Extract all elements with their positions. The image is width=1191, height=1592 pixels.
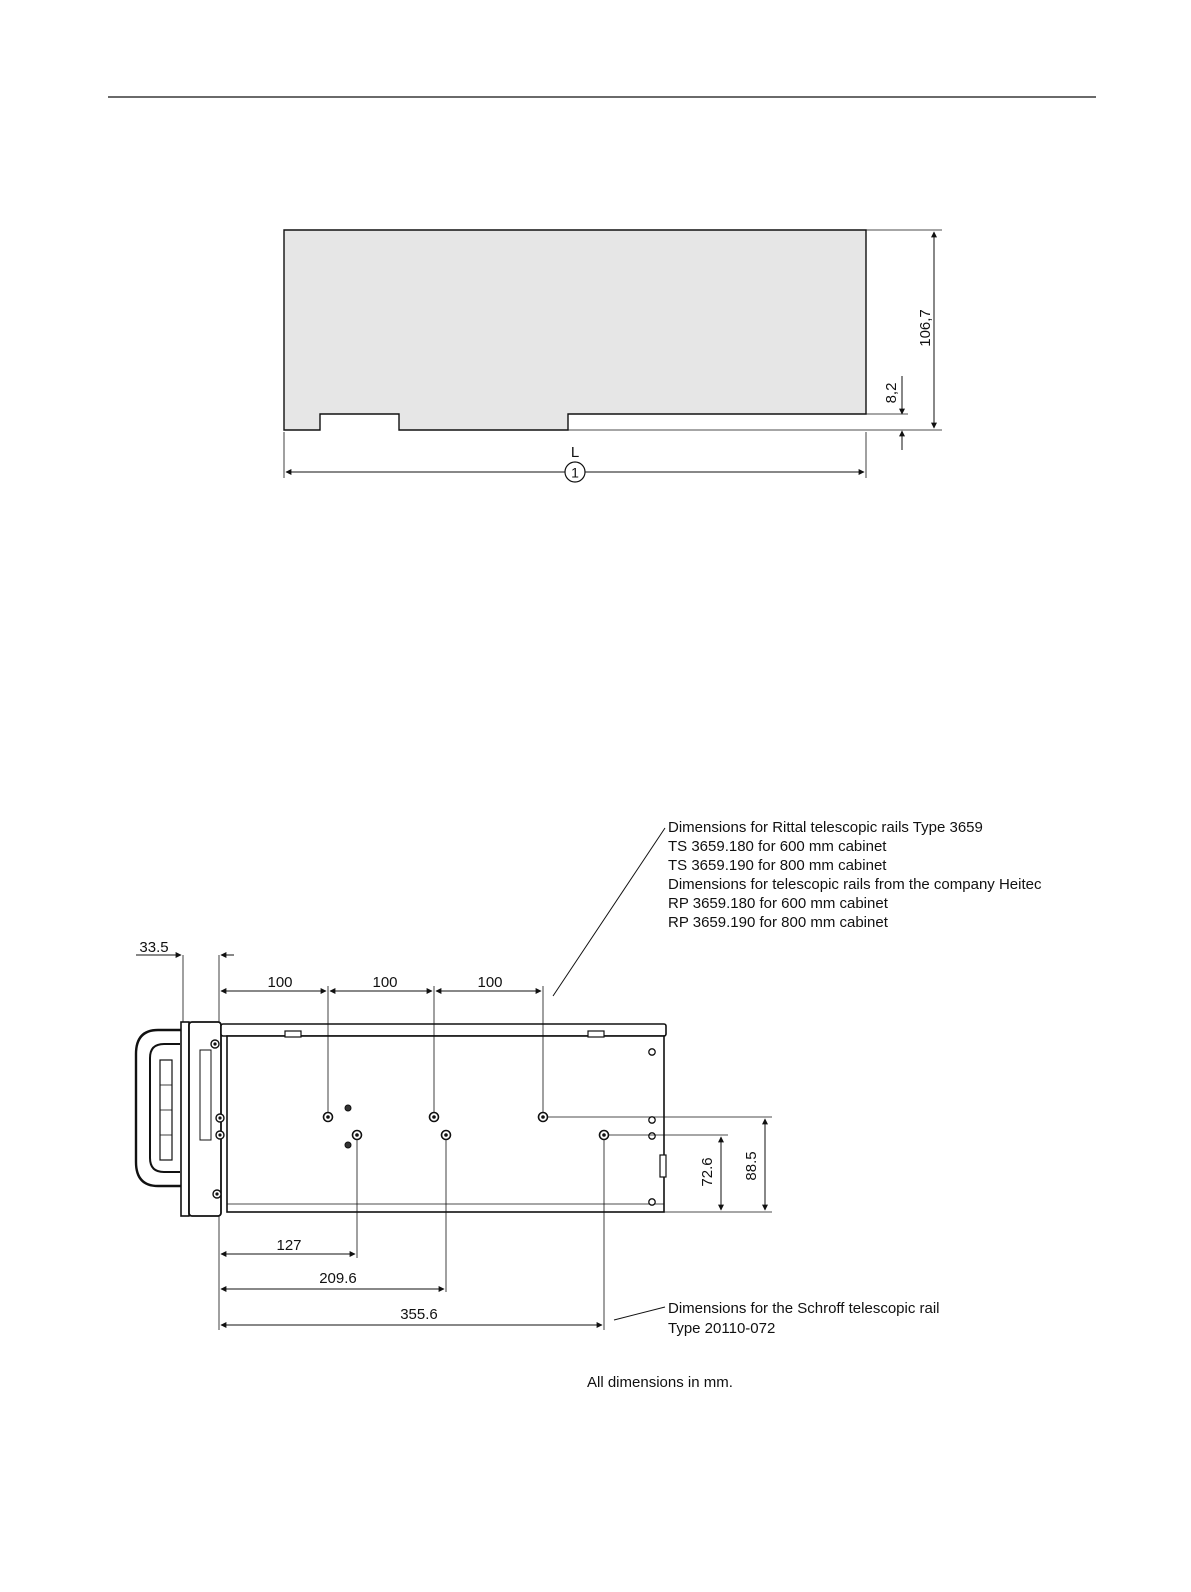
- hole-rittal-2: [430, 1113, 439, 1122]
- rittal-note-line: Dimensions for telescopic rails from the company Heitec: [668, 876, 1042, 893]
- offset-front-label: 33.5: [139, 939, 169, 956]
- bottom-dim-label-2: 209.6: [319, 1270, 357, 1287]
- schroff-note-line: Type 20110-072: [668, 1320, 776, 1337]
- callout-number: 1: [571, 464, 579, 481]
- height-lower-label: 88.5: [743, 1151, 760, 1181]
- bottom-dim-label-1: 127: [276, 1237, 302, 1254]
- hole-rittal-1: [324, 1113, 333, 1122]
- rittal-note-line: RP 3659.180 for 600 mm cabinet: [668, 895, 888, 912]
- spacing-label-1: 100: [267, 974, 293, 991]
- rittal-note-line: TS 3659.190 for 800 mm cabinet: [668, 857, 887, 874]
- rittal-note-line: Dimensions for Rittal telescopic rails Type 3659: [668, 819, 983, 836]
- schroff-note-line: Dimensions for the Schroff telescopic rail: [668, 1300, 940, 1317]
- height-upper-label: 72.6: [699, 1157, 716, 1187]
- rittal-note-line: TS 3659.180 for 600 mm cabinet: [668, 838, 887, 855]
- hole-schroff-2: [442, 1131, 451, 1140]
- spacing-label-3: 100: [477, 974, 503, 991]
- footnote: All dimensions in mm.: [587, 1374, 733, 1391]
- hole-schroff-3: [600, 1131, 609, 1140]
- height-label: 106,7: [917, 309, 934, 347]
- hole-rittal-3: [539, 1113, 548, 1122]
- top-drawing: [284, 230, 942, 482]
- spacing-label-2: 100: [372, 974, 398, 991]
- schroff-note: [668, 1300, 940, 1337]
- clearance-label: 8,2: [883, 382, 900, 404]
- hole-schroff-1: [353, 1131, 362, 1140]
- handle: [136, 1030, 182, 1186]
- length-label: L: [570, 444, 580, 461]
- bottom-dim-label-3: 355.6: [400, 1306, 438, 1323]
- rittal-note: [668, 819, 1042, 931]
- front-panel: [181, 1022, 224, 1216]
- rittal-note-line: RP 3659.190 for 800 mm cabinet: [668, 914, 888, 931]
- chassis: [221, 1024, 666, 1212]
- rittal-leader-line: [553, 828, 665, 996]
- schroff-leader-line: [614, 1307, 665, 1320]
- rail-profile: [284, 230, 866, 430]
- side-drawing: [136, 819, 1042, 1391]
